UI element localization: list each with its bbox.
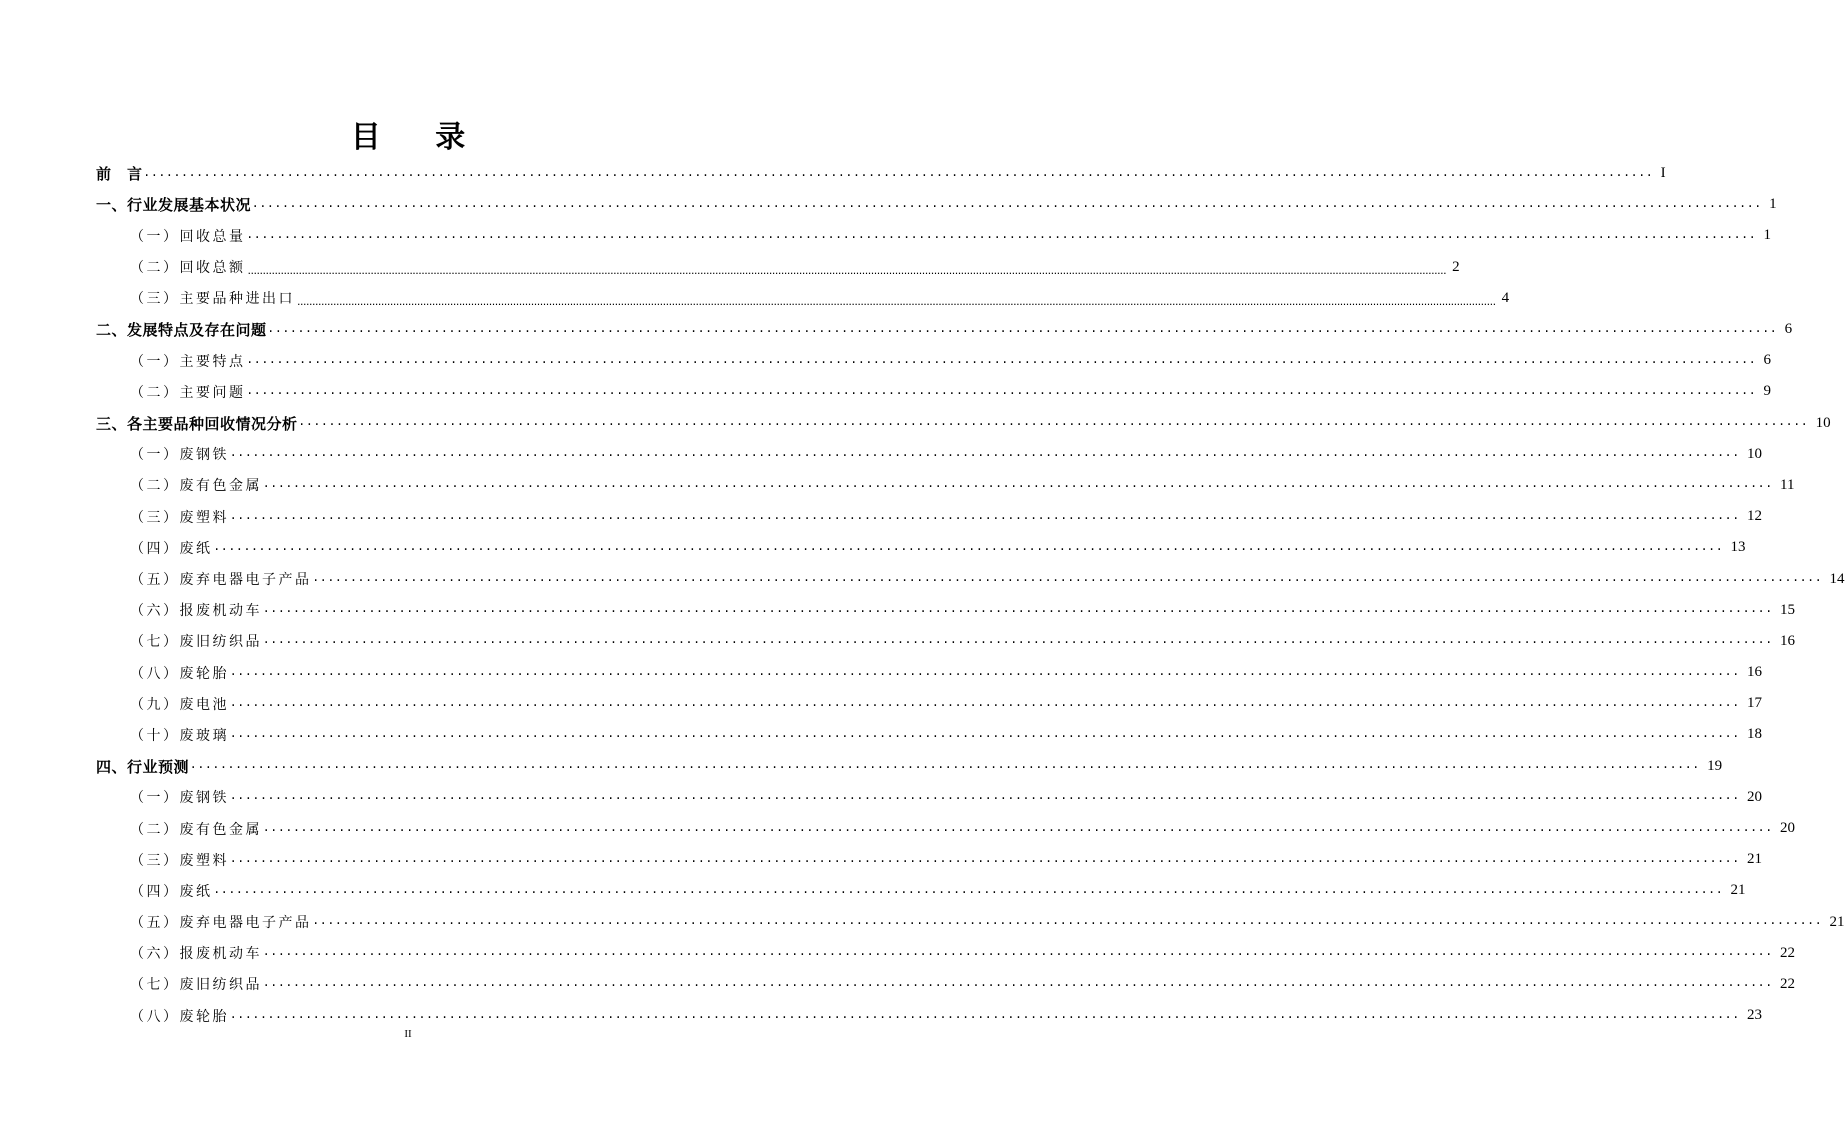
toc-section-entry[interactable] <box>96 719 1763 750</box>
toc-leader-dots: ········································································································································································································ <box>313 916 1824 933</box>
toc-entry-label: 前 言 <box>96 165 143 184</box>
toc-leader-dots: ········································································································································································································ <box>144 167 1655 184</box>
toc-section-entry[interactable] <box>96 782 1763 813</box>
toc-entry-label: 四、行业预测 <box>96 757 190 776</box>
toc-leader-dots: ········································································································································································································ <box>264 635 1775 652</box>
toc-entry-page: 17 <box>1747 695 1763 712</box>
toc-entry-label: （四）废纸 <box>130 883 213 900</box>
toc-entry-page: 16 <box>1747 664 1763 681</box>
table-of-contents <box>96 158 1845 1031</box>
toc-entry-page: 9 <box>1763 383 1772 400</box>
toc-entry-label: （三）废塑料 <box>130 852 229 869</box>
toc-leader-dots: ········································································································································································································ <box>231 853 1742 870</box>
toc-leader-dots: ········································································································································································································ <box>231 1009 1742 1026</box>
toc-section-entry[interactable] <box>96 688 1763 719</box>
toc-leader-dots: ········································································································································································································ <box>191 760 1702 777</box>
toc-leader-dots: ········································································································································································································ <box>247 229 1758 246</box>
page-title: 目 录 <box>350 120 488 155</box>
toc-section-entry[interactable] <box>96 1000 1763 1031</box>
toc-leader-dots: ................................................................................................................................................................................................................................................................................................................................................................................................................ <box>247 263 1447 277</box>
toc-entry-label: （二）废有色金属 <box>130 478 262 495</box>
toc-leader-dots: ········································································································································································································ <box>264 479 1775 496</box>
toc-entry-label: （七）废旧纺织品 <box>130 977 262 994</box>
toc-leader-dots: ········································································································································································································ <box>268 323 1779 340</box>
toc-entry-page: 6 <box>1763 352 1772 369</box>
toc-section-entry[interactable] <box>96 844 1763 875</box>
toc-leader-dots: ········································································································································································································ <box>214 541 1725 558</box>
toc-entry-label: （四）废纸 <box>130 540 213 557</box>
toc-leader-dots: ········································································································································································································ <box>231 510 1742 527</box>
toc-leader-dots: ................................................................................................................................................................................................................................................................................................................................................................................................................ <box>297 294 1496 308</box>
toc-entry-label: （一）废钢铁 <box>130 447 229 464</box>
toc-leader-dots: ········································································································································································································ <box>214 884 1725 901</box>
toc-entry-label: （一）回收总量 <box>130 228 246 245</box>
toc-entry-page: 4 <box>1501 289 1510 306</box>
toc-entry-label: （一）主要特点 <box>130 353 246 370</box>
toc-entry-page: 20 <box>1747 788 1763 805</box>
toc-entry-label: （八）废轮胎 <box>130 665 229 682</box>
toc-leader-dots: ········································································································································································································ <box>264 822 1775 839</box>
toc-chapter-entry[interactable] <box>96 408 1831 439</box>
toc-leader-dots: ········································································································································································································ <box>231 448 1742 465</box>
toc-entry-page: 1 <box>1769 196 1777 213</box>
page-number-footer: II <box>404 1028 412 1040</box>
toc-entry-page: 10 <box>1815 414 1831 431</box>
toc-entry-page: 21 <box>1730 882 1746 899</box>
toc-entry-page: 12 <box>1747 508 1763 525</box>
toc-chapter-entry[interactable] <box>96 158 1666 189</box>
toc-section-entry[interactable] <box>96 220 1772 251</box>
toc-leader-dots: ········································································································································································································ <box>264 604 1775 621</box>
toc-entry-page: 16 <box>1780 632 1796 649</box>
toc-section-entry[interactable] <box>96 470 1795 501</box>
toc-chapter-entry[interactable] <box>96 751 1723 782</box>
toc-entry-page: 10 <box>1747 445 1763 462</box>
toc-entry-label: （三）废塑料 <box>130 509 229 526</box>
toc-section-entry[interactable] <box>96 439 1763 470</box>
toc-leader-dots: ········································································································································································································ <box>231 666 1742 683</box>
toc-entry-label: （二）回收总额 <box>130 260 246 277</box>
toc-entry-label: （六）报废机动车 <box>130 603 262 620</box>
toc-entry-label: （五）废弃电器电子产品 <box>130 572 312 589</box>
toc-leader-dots: ········································································································································································································ <box>231 791 1742 808</box>
toc-leader-dots: ········································································································································································································ <box>231 728 1742 745</box>
toc-entry-page: 2 <box>1452 258 1460 275</box>
toc-section-entry[interactable] <box>96 938 1796 969</box>
toc-section-entry[interactable] <box>96 376 1772 407</box>
toc-entry-label: （九）废电池 <box>130 696 229 713</box>
toc-entry-label: （三）主要品种进出口 <box>130 291 295 308</box>
toc-leader-dots: ········································································································································································································ <box>264 947 1775 964</box>
toc-entry-label: （二）主要问题 <box>130 384 246 401</box>
toc-section-entry[interactable] <box>96 907 1845 938</box>
toc-entry-label: 一、行业发展基本状况 <box>96 196 252 215</box>
toc-leader-dots: ········································································································································································································ <box>231 697 1742 714</box>
toc-entry-page: 15 <box>1780 601 1796 618</box>
toc-entry-page: 22 <box>1780 975 1796 992</box>
toc-entry-page: 21 <box>1829 913 1845 930</box>
toc-section-entry[interactable] <box>96 813 1796 844</box>
toc-entry-label: （十）废玻璃 <box>130 727 229 744</box>
toc-section-entry[interactable] <box>96 626 1796 657</box>
toc-leader-dots: ········································································································································································································ <box>247 385 1758 402</box>
toc-entry-page: 13 <box>1730 539 1746 556</box>
toc-entry-label: 三、各主要品种回收情况分析 <box>96 414 298 433</box>
toc-entry-page: 6 <box>1784 321 1793 338</box>
toc-entry-label: （二）废有色金属 <box>130 821 262 838</box>
toc-leader-dots: ········································································································································································································ <box>264 978 1775 995</box>
toc-section-entry[interactable] <box>96 563 1845 594</box>
toc-entry-page: 11 <box>1780 476 1795 493</box>
toc-entry-label: （七）废旧纺织品 <box>130 634 262 651</box>
toc-chapter-entry[interactable] <box>96 189 1777 220</box>
toc-section-entry[interactable] <box>96 345 1772 376</box>
toc-leader-dots: ········································································································································································································ <box>247 354 1758 371</box>
toc-entry-page: 14 <box>1829 570 1845 587</box>
toc-section-entry[interactable] <box>96 252 1460 283</box>
toc-entry-page: 21 <box>1747 851 1763 868</box>
toc-entry-page: 19 <box>1707 757 1723 774</box>
toc-entry-label: （六）报废机动车 <box>130 946 262 963</box>
toc-entry-label: （八）废轮胎 <box>130 1008 229 1025</box>
toc-entry-page: I <box>1660 165 1666 182</box>
toc-entry-page: 18 <box>1747 726 1763 743</box>
toc-entry-page: 1 <box>1763 227 1772 244</box>
toc-section-entry[interactable] <box>96 595 1796 626</box>
toc-section-entry[interactable] <box>96 969 1796 1000</box>
toc-entry-label: 二、发展特点及存在问题 <box>96 321 267 340</box>
toc-section-entry[interactable] <box>96 657 1763 688</box>
toc-section-entry[interactable] <box>96 501 1763 532</box>
toc-chapter-entry[interactable] <box>96 314 1793 345</box>
toc-leader-dots: ········································································································································································································ <box>253 198 1764 215</box>
toc-entry-page: 22 <box>1780 944 1796 961</box>
toc-section-entry[interactable] <box>96 532 1746 563</box>
toc-entry-label: （五）废弃电器电子产品 <box>130 915 312 932</box>
toc-entry-label: （一）废钢铁 <box>130 790 229 807</box>
toc-entry-page: 20 <box>1780 820 1796 837</box>
toc-section-entry[interactable] <box>96 875 1746 906</box>
toc-entry-page: 23 <box>1747 1007 1763 1024</box>
toc-leader-dots: ········································································································································································································ <box>299 417 1810 434</box>
toc-section-entry[interactable] <box>96 283 1510 314</box>
toc-leader-dots: ········································································································································································································ <box>313 573 1824 590</box>
